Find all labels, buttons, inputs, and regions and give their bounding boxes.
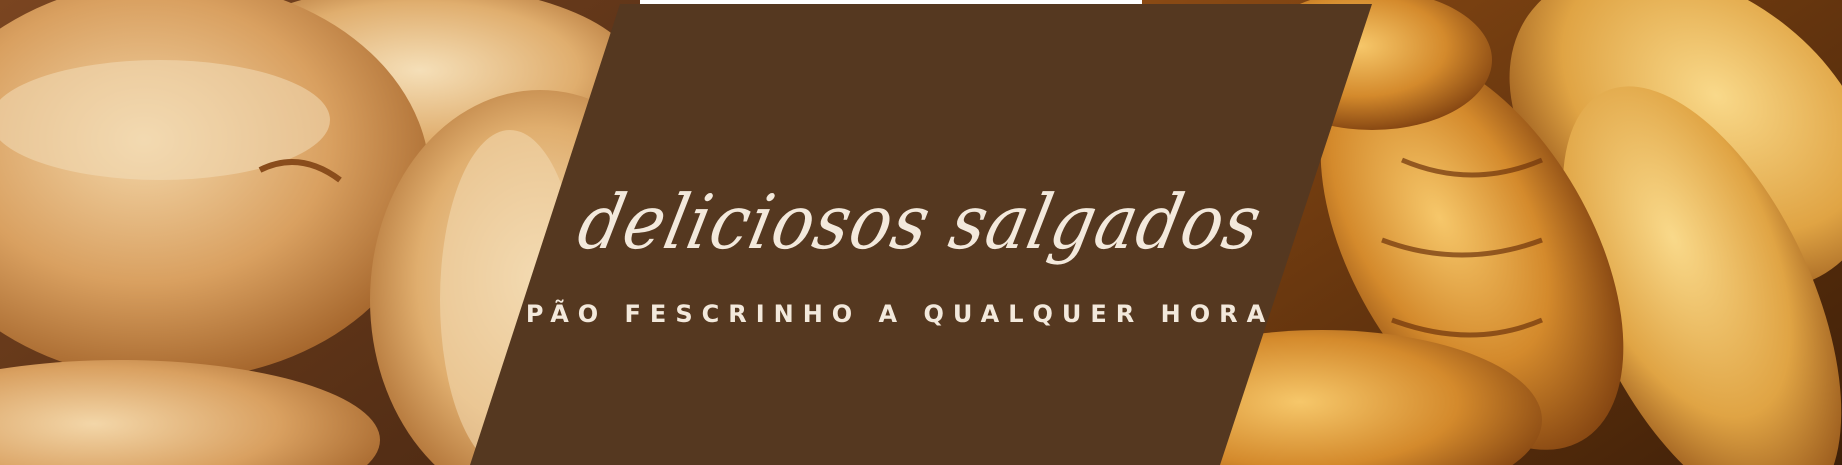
- headline-script: deliciosos salgados: [570, 180, 1270, 267]
- tagline: PÃO FESCRINHO A QUALQUER HORA: [525, 300, 1275, 328]
